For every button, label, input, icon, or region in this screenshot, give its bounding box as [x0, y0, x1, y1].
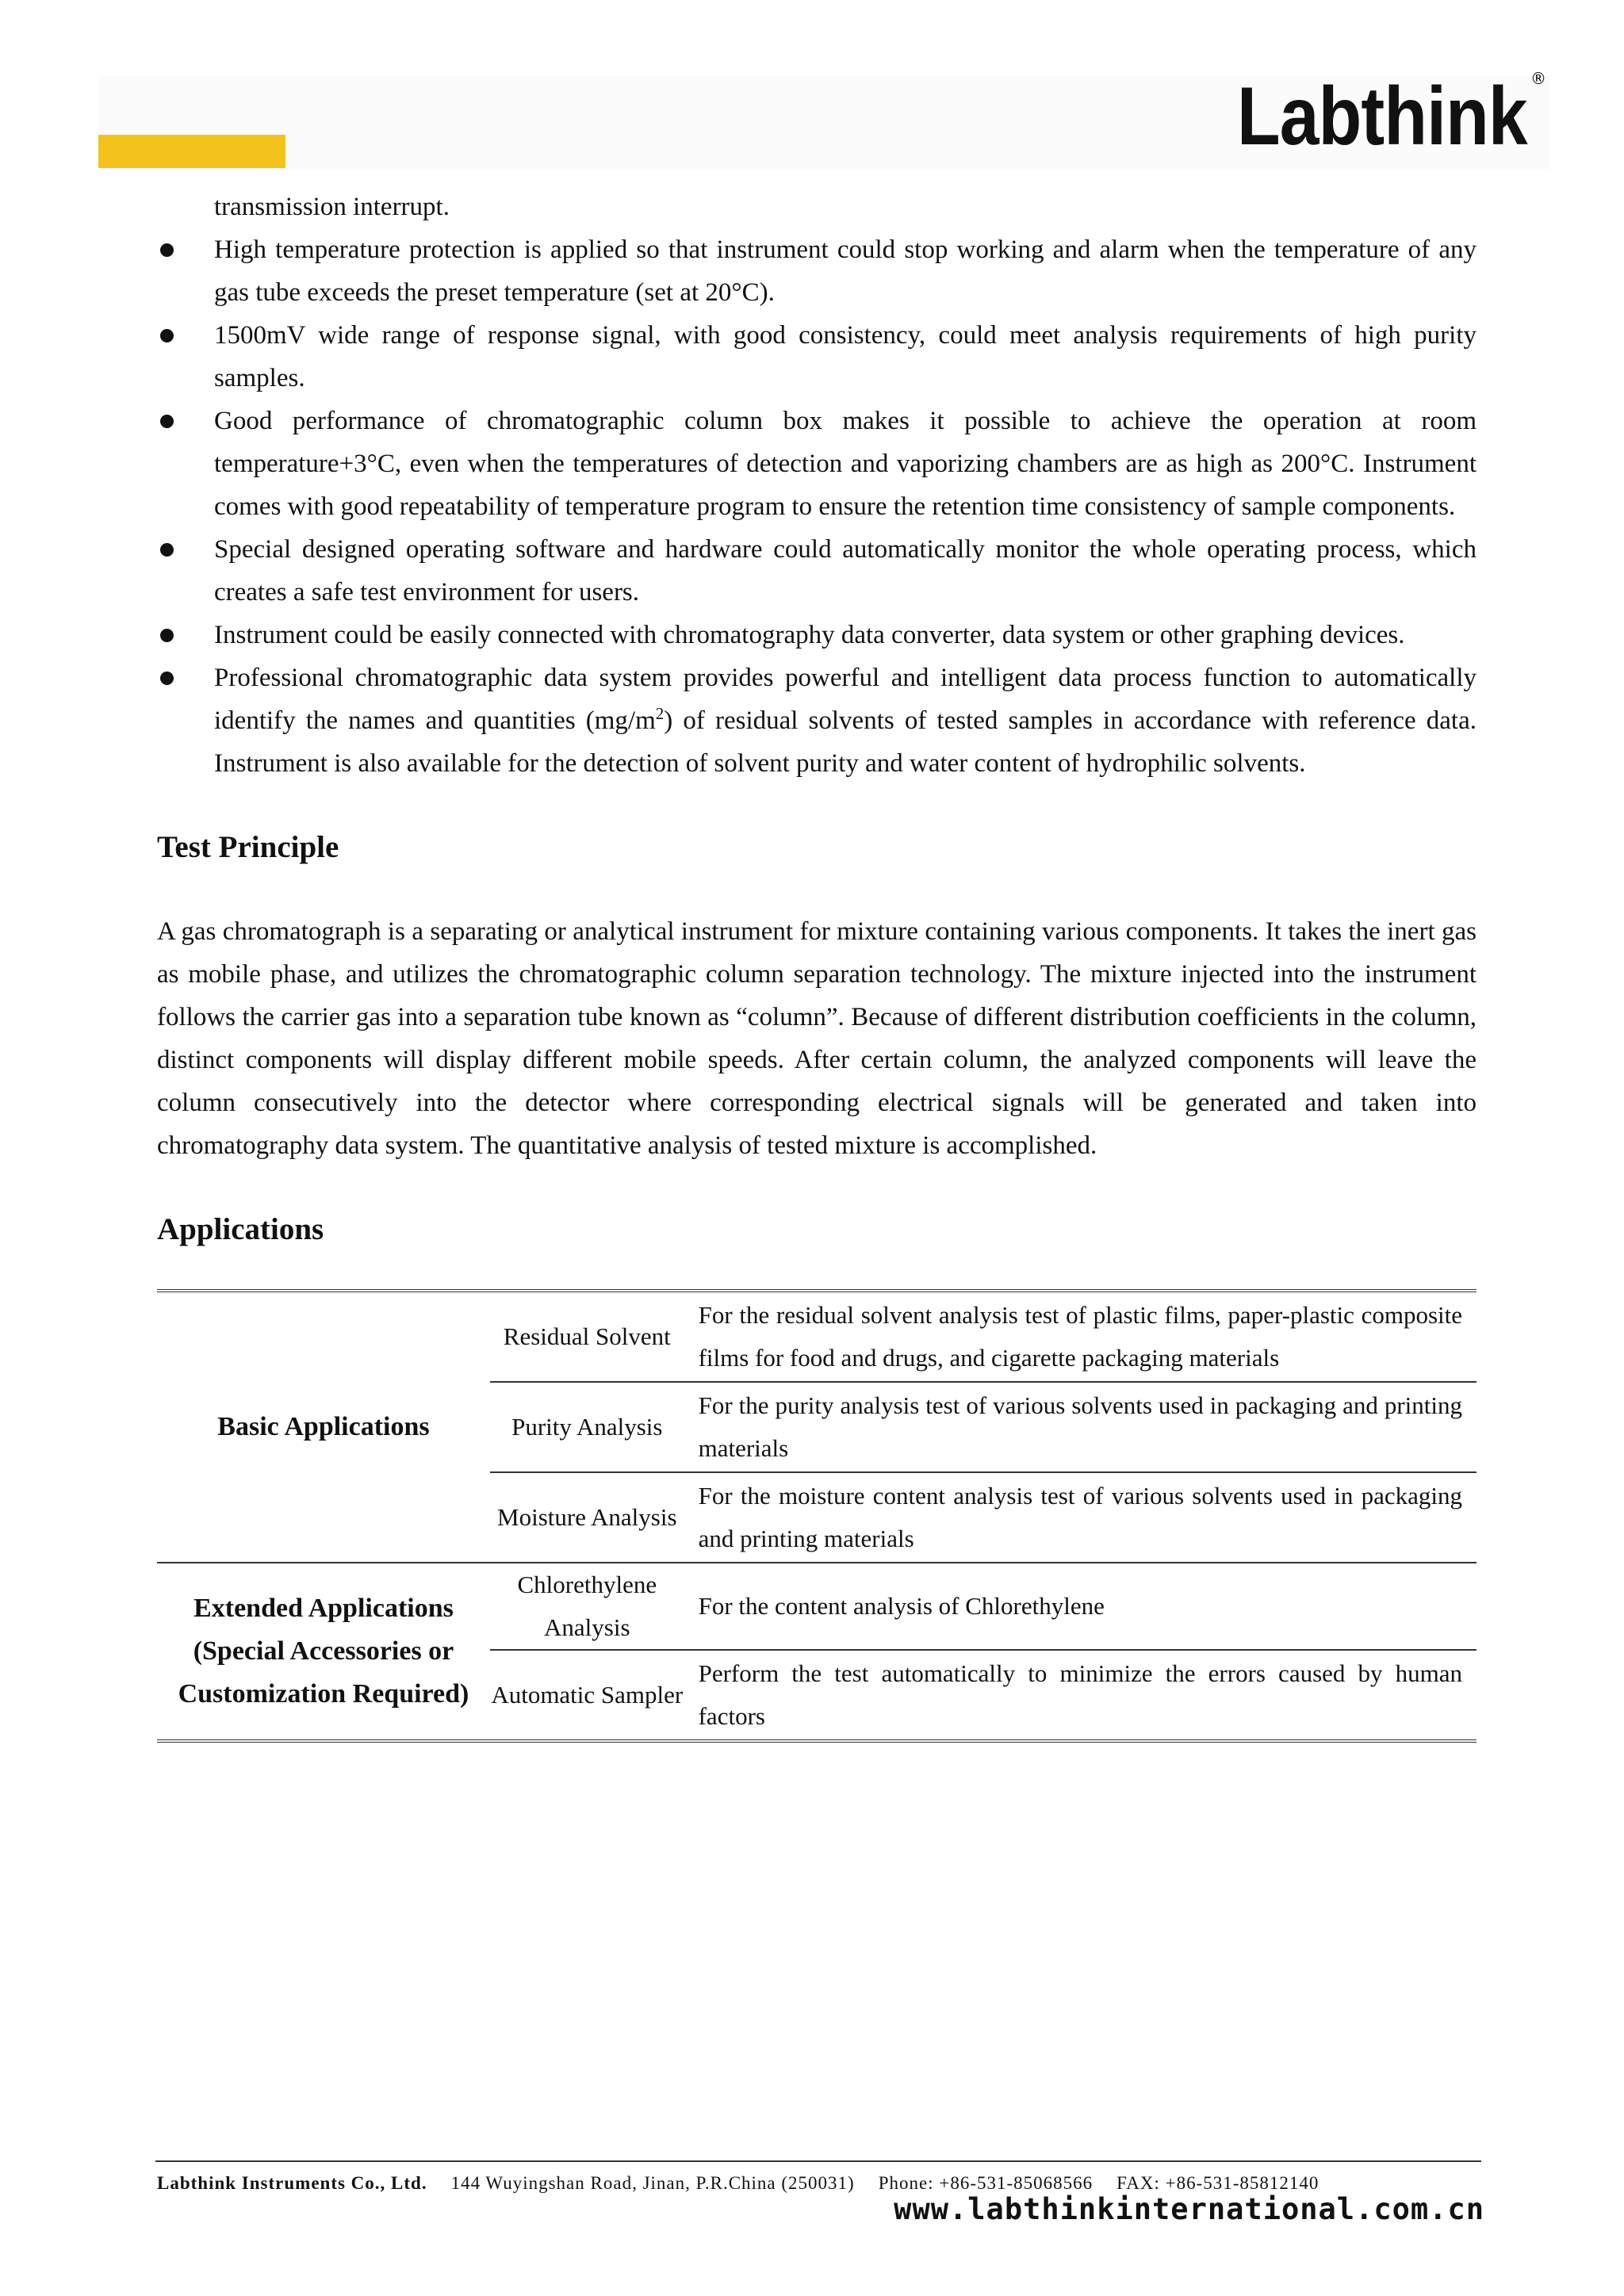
feature-text-before-superscript: Professional chromatographic data system provides powerful and intelligent data process function to automatically identify the names and quantities (mg/m: [214, 664, 1477, 735]
application-description: For the content analysis of Chlorethylene: [684, 1563, 1477, 1650]
header-accent-bar: [98, 135, 285, 168]
bullet-icon: [160, 543, 174, 557]
feature-item: [157, 314, 1477, 400]
application-description: For the residual solvent analysis test of plastic films, paper-plastic composite films for food and drugs, and cigarette packaging materials: [684, 1291, 1477, 1382]
application-description: For the moisture content analysis test of various solvents used in packaging and printing materials: [684, 1472, 1477, 1563]
feature-item: [157, 228, 1477, 314]
footer-divider: [155, 2160, 1481, 2162]
application-name: Moisture Analysis: [490, 1472, 684, 1563]
feature-item: [157, 614, 1477, 656]
feature-text-after-superscript: ) of residual solvents of tested samples in accordance with reference data. Instrument is also available for the detection of solvent purity and water content of hydrophilic solvents.: [214, 706, 1477, 778]
continued-feature-text: transmission interrupt.: [214, 193, 450, 221]
application-description: For the purity analysis test of various solvents used in packaging and printing materials: [684, 1382, 1477, 1472]
feature-text: High temperature protection is applied so that instrument could stop working and alarm when the temperature of any gas tube exceeds the preset temperature (set at 20°C).: [214, 235, 1477, 307]
applications-heading: Applications: [157, 1212, 324, 1246]
feature-item: [157, 656, 1477, 785]
footer-company: Labthink Instruments Co., Ltd.: [157, 2173, 427, 2193]
feature-item: [157, 528, 1477, 614]
feature-text: Instrument could be easily connected with chromatography data converter, data system or other graphing devices.: [214, 621, 1405, 649]
bullet-icon: [160, 415, 174, 428]
application-name: Purity Analysis: [490, 1382, 684, 1472]
feature-text: Special designed operating software and hardware could automatically monitor the whole operating process, which creates a safe test environment for users.: [214, 535, 1477, 607]
basic-applications-category: Basic Applications: [157, 1291, 490, 1563]
application-name: Automatic Sampler: [491, 1681, 684, 1709]
applications-table: [157, 1289, 1477, 1743]
feature-text: Good performance of chromatographic column box makes it possible to achieve the operation at room temperature+3°C, even when the temperatures of detection and vaporizing chambers are as high as 200°C. Instrument comes with good repeatability of temperature program to ensure the retention time consistency of sample components.: [214, 407, 1477, 521]
bullet-icon: [160, 243, 174, 257]
footer-fax: FAX: +86-531-85812140: [1116, 2173, 1320, 2193]
footer-address: 144 Wuyingshan Road, Jinan, P.R.China (250031): [450, 2173, 855, 2193]
table-row: [157, 1563, 1477, 1650]
brand-logo: Labthink: [1237, 71, 1527, 163]
footer-website: www.labthinkinternational.com.cn: [894, 2192, 1484, 2226]
bullet-icon: [160, 329, 174, 342]
application-name: Chlorethylene Analysis: [490, 1563, 684, 1650]
extended-applications-category: Extended Applications (Special Accessories or Customization Required): [178, 1594, 469, 1709]
test-principle-heading: Test Principle: [157, 830, 339, 864]
feature-list: [157, 228, 1477, 785]
bullet-icon: [160, 672, 174, 685]
application-description: Perform the test automatically to minimize the errors caused by human factors: [698, 1659, 1462, 1730]
test-principle-paragraph: A gas chromatograph is a separating or analytical instrument for mixture containing various components. It takes the inert gas as mobile phase, and utilizes the chromatographic column separation technology. The mixture injected into the instrument follows the carrier gas into a separation tube known as “column”. Because of different distribution coefficients in the column, distinct components will display different mobile speeds. After certain column, the analyzed components will leave the column consecutively into the detector where corresponding electrical signals will be generated and taken into chromatography data system. The quantitative analysis of tested mixture is accomplished.: [157, 917, 1477, 1160]
application-name: Residual Solvent: [490, 1291, 684, 1382]
bullet-icon: [160, 629, 174, 642]
superscript: 2: [655, 704, 665, 723]
registered-mark: ®: [1530, 69, 1546, 88]
table-row: [157, 1291, 1477, 1382]
feature-item: [157, 400, 1477, 528]
feature-text: 1500mV wide range of response signal, with good consistency, could meet analysis requirements of high purity samples.: [214, 321, 1477, 392]
page-content: [157, 186, 1477, 1743]
footer-phone: Phone: +86-531-85068566: [878, 2173, 1094, 2193]
